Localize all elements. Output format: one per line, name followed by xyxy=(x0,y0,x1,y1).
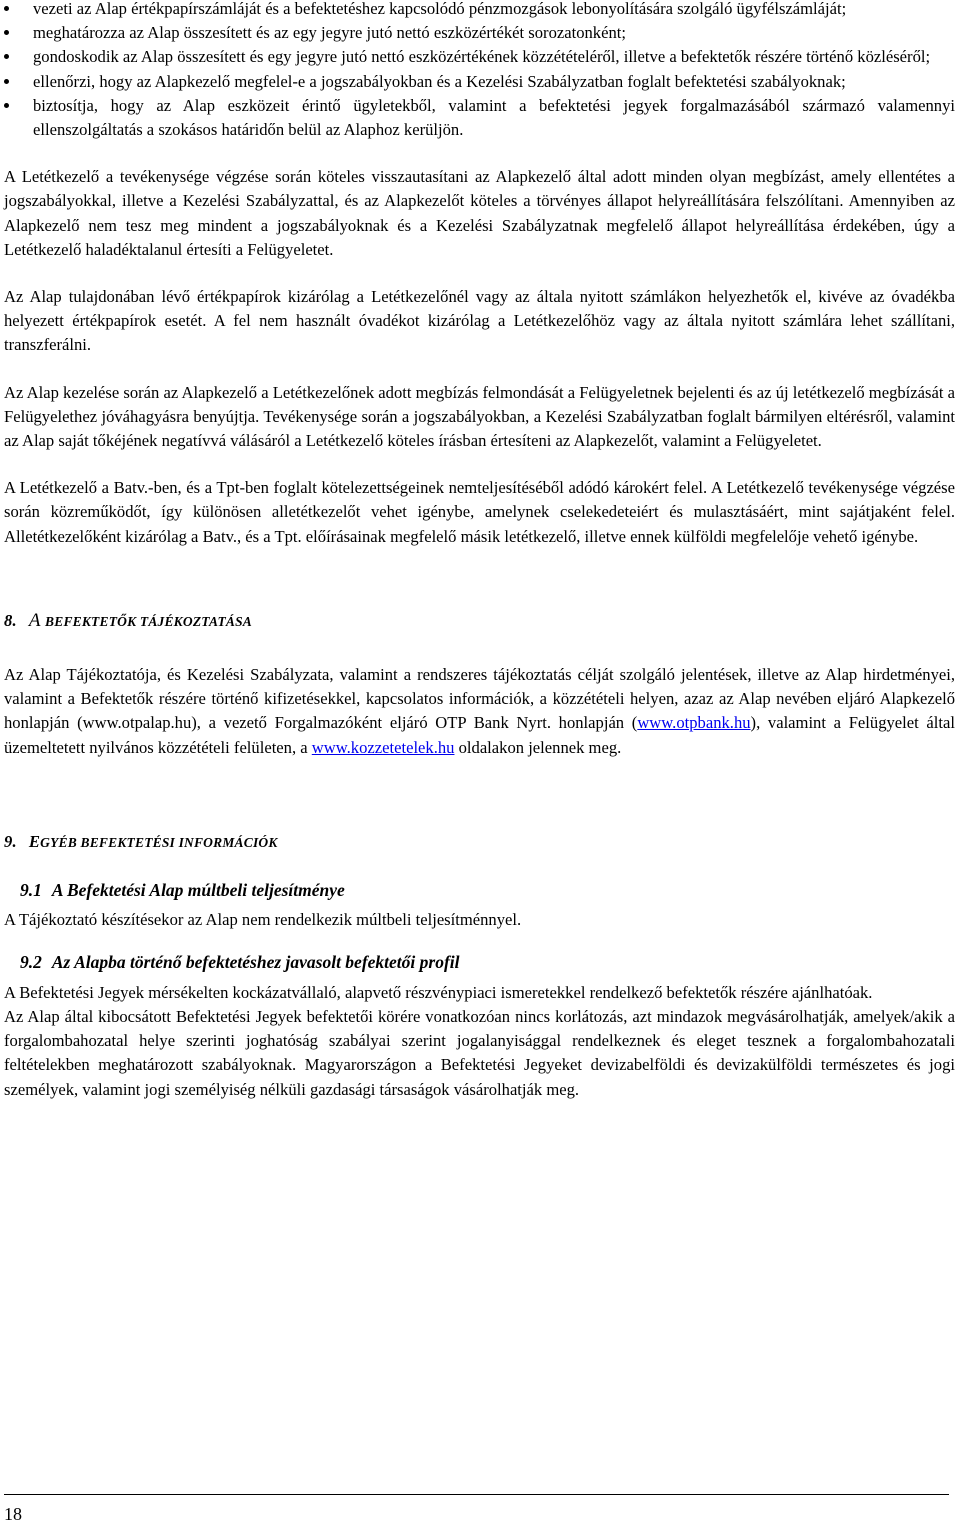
subsection-number: 9.2 xyxy=(20,952,42,973)
kozzetetelek-link[interactable]: www.kozzetetelek.hu xyxy=(311,737,455,757)
section-title: BEFEKTETŐK TÁJÉKOZTATÁSA xyxy=(45,613,253,629)
paragraph: Az Alap tulajdonában lévő értékpapírok kizárólag a Letétkezelőnél vagy az általa nyitott számlákon helyezhetők el, kivéve az óvadékba helyezett értékpapírok esetét. A fel nem használt óvadékot kizárólag a Letétkezelőhöz vagy az általa nyitott számlára lehet szállítani, transzferálni. xyxy=(4,287,955,355)
list-item: gondoskodik az Alap összesített és egy jegyre jutó nettó eszközértékének közzétételéről, illetve a befektetők részére történő közléséről; xyxy=(4,45,955,69)
document-page xyxy=(4,0,955,1524)
section-9-heading xyxy=(4,830,955,855)
subsection-9-1-heading xyxy=(4,878,955,902)
paragraph: A Befektetési Jegyek mérsékelten kockázatvállaló, alapvető részvénypiaci ismeretekkel rendelkező befektetők részére ajánlhatóak. xyxy=(4,982,873,1002)
paragraph: A Letétkezelő a tevékenysége végzése során köteles visszautasítani az Alapkezelő által adott minden olyan megbízást, amely ellentétes a jogszabályokkal, illetve a Kezelési Szabályzattal, és az Alapkezelőt köteles a törvényes állapot helyreállítására felszólítani. Amennyiben az Alapkezelő nem tesz meg mindent a jogszabályoknak és a Kezelési Szabályzatnak megfelelő állapot helyreállítása érdekében, úgy a Letétkezelő haladéktalanul értesíti a Felügyeletet. xyxy=(4,167,955,259)
section-title: GYÉB BEFEKTETÉSI INFORMÁCIÓK xyxy=(40,834,278,850)
paragraph: A Letétkezelő a Batv.-ben, és a Tpt-ben foglalt kötelezettségeinek nemteljesítéséből adódó károkért felel. A Letétkezelő tevékenysége végzése során közreműködőt, így különösen alletétkezelőt vehet igénybe, amelynek cselekedeteiért és mulasztásáért, mint sajátjaként felel. Alletétkezelőként kizárólag a Batv., és a Tpt. előírásainak megfelelő másik letétkezelő, illetve ennek külföldi megfelelője vehető igénybe. xyxy=(4,478,955,546)
paragraph: Az Alap által kibocsátott Befektetési Jegyek befektetői körére vonatkozóan nincs korlátozás, azt mindazok megvásárolhatják, amelyek/akik a forgalombahozatal helye szerinti joghatóság szabályai szerint jogalanyisággal rendelkeznek és eleget tesznek a forgalombahozatali feltételekben meghatározott szabályoknak. Magyarországon a Befektetési Jegyeket devizabelföldi és devizakülföldi természetes és jogi személyek, valamint jogi személyiség nélküli gazdasági társaságok vásárolhatják meg. xyxy=(4,1006,955,1099)
paragraph-text: ), valamint a Felügyelet által üzemeltetett nyilvános közzétételi felületen, a xyxy=(4,713,955,757)
subsection-9-2-heading xyxy=(4,950,955,974)
list-item: vezeti az Alap értékpapírszámláját és a befektetéshez kapcsolódó pénzmozgások lebonyolítására szolgáló ügyfélszámláját; xyxy=(4,0,955,21)
subsection-number: 9.1 xyxy=(20,880,42,901)
page-number: 18 xyxy=(4,1504,22,1524)
section-number: 8. xyxy=(4,610,17,630)
duties-bullet-list xyxy=(4,0,955,142)
section-8-paragraph xyxy=(4,663,955,760)
list-item: meghatározza az Alap összesített és az egy jegyre jutó nettó eszközértékét sorozatonként; xyxy=(4,21,955,45)
list-item: biztosítja, hogy az Alap eszközeit érintő ügyletekből, valamint a befektetési jegyek forgalmazásából származó valamennyi ellenszolgáltatás a szokásos határidőn belül az Alaphoz kerüljön. xyxy=(4,94,955,142)
paragraph: Az Alap kezelése során az Alapkezelő a Letétkezelőnek adott megbízás felmondását a Felügyeletnek bejelenti és az új letétkezelő megbízását a Felügyelethez jóváhagyásra benyújtja. Tevékenysége során a jogszabályokban, a Kezelési Szabályzatban foglalt bármilyen eltérésről, valamint az Alap saját tőkéjének negatívvá válásáról a Letétkezelő köteles írásban értesíteni az Alapkezelőt, valamint a Felügyeletet. xyxy=(4,382,955,451)
section-title-initial: A xyxy=(28,609,41,631)
paragraph-text: oldalakon jelennek meg. xyxy=(454,737,622,757)
subsection-title: A Befektetési Alap múltbeli teljesítménye xyxy=(51,880,345,901)
list-item: ellenőrzi, hogy az Alapkezelő megfelel-e a jogszabályokban és a Kezelési Szabályzatban foglalt befektetési szabályoknak; xyxy=(4,70,955,94)
otpbank-link[interactable]: www.otpbank.hu xyxy=(637,713,751,733)
section-8-heading xyxy=(4,609,955,634)
section-title-initial: E xyxy=(28,831,41,851)
section-number: 9. xyxy=(4,831,17,851)
paragraph: A Tájékoztató készítésekor az Alap nem rendelkezik múltbeli teljesítménnyel. xyxy=(4,910,522,930)
paragraph-text: Az Alap Tájékoztatója, és Kezelési Szabályzata, valamint a rendszeres tájékoztatás célját szolgáló jelentések, illetve az Alap hirdetményei, valamint a Befektetők részére történő kifizetésekkel, kapcsolatos információk, a közzétételi helyen, azaz az Alap nevében eljáró Alapkezelő honlapján (www.otpalap.hu), a vezető Forgalmazóként eljáró OTP Bank Nyrt. honlapján ( xyxy=(4,665,955,733)
footer-divider xyxy=(4,1494,949,1495)
subsection-title: Az Alapba történő befektetéshez javasolt befektetői profil xyxy=(51,952,460,973)
